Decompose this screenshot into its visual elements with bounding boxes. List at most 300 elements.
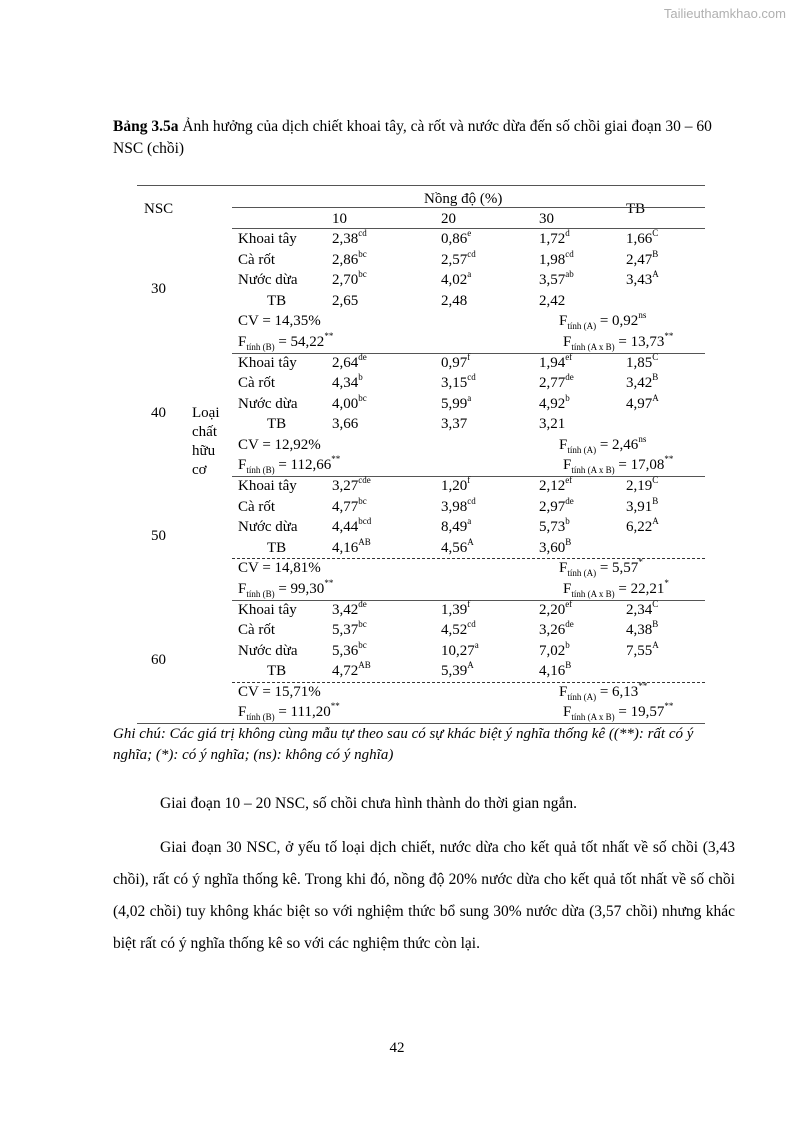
- cell-value: 4,16: [332, 539, 359, 556]
- f-value: = 54,22: [274, 333, 325, 350]
- caption-label: Bảng 3.5a: [113, 118, 179, 135]
- cell-tb: [626, 621, 658, 639]
- f-prefix: F: [559, 436, 568, 453]
- cell-30: [539, 248, 574, 269]
- cell-20: [441, 662, 474, 680]
- cell-superscript: f: [467, 475, 471, 485]
- cell-superscript: A: [652, 269, 659, 279]
- f-value: = 5,57: [596, 560, 639, 576]
- cell-value: 1,72: [539, 231, 566, 247]
- f-superscript: **: [331, 454, 341, 464]
- cell-10: [332, 271, 367, 289]
- table-note: Ghi chú: Các giá trị không cùng mẫu tự theo sau có sự khác biệt ý nghĩa thống kê ((**): rất có ý nghĩa; (*): có ý nghĩa; (ns): không có ý nghĩa): [113, 726, 694, 763]
- factor-label-line: [192, 461, 207, 479]
- cell-value: 7,02: [539, 642, 566, 659]
- cell-value: 3,98: [441, 498, 468, 515]
- f-b: [238, 577, 334, 599]
- f-value: = 2,46: [596, 436, 639, 453]
- row-label: [238, 354, 297, 372]
- cell-value: 2,77: [539, 375, 566, 391]
- cell-tb: [626, 639, 659, 660]
- f-superscript: **: [324, 577, 334, 588]
- cell-tb: [626, 248, 659, 269]
- cell-value: 3,43: [626, 272, 653, 288]
- cell-value: 2,47: [626, 251, 653, 268]
- f-value: = 111,20: [274, 704, 331, 720]
- cell-value: 1,94: [539, 354, 566, 371]
- f-subscript: tính (A x B): [571, 588, 615, 599]
- cell-superscript: cd: [467, 619, 476, 629]
- cell-superscript: bc: [358, 269, 367, 279]
- cell-20: [441, 415, 467, 433]
- cell-superscript: A: [652, 516, 659, 526]
- cell-30: [539, 415, 565, 433]
- row-label-text: Nước dừa: [238, 642, 298, 659]
- cell-superscript: cd: [467, 495, 476, 506]
- f-prefix: F: [559, 560, 568, 576]
- cell-10: [332, 477, 371, 495]
- cell-30: [539, 495, 574, 516]
- cell-superscript: A: [652, 639, 659, 650]
- cell-value: 1,85: [626, 354, 653, 371]
- cell-tb: [626, 351, 659, 372]
- cell-value: 8,49: [441, 519, 468, 535]
- f-a: [559, 312, 646, 330]
- cell-value: 4,44: [332, 519, 359, 535]
- f-prefix: F: [559, 683, 568, 700]
- table-top-rule: [137, 185, 705, 186]
- row-label-text: TB: [267, 539, 287, 556]
- cell-20: [441, 351, 471, 372]
- f-value: = 6,13: [596, 683, 639, 700]
- cv-text: CV = 12,92%: [238, 436, 321, 453]
- cell-value: 2,86: [332, 251, 359, 268]
- cell-superscript: b: [358, 372, 363, 382]
- factor-label-line: [192, 423, 217, 441]
- f-b: [238, 703, 340, 721]
- f-ab: [563, 330, 674, 352]
- f-subscript: tính (A): [567, 444, 597, 455]
- cell-20: [441, 621, 476, 639]
- cell-20: [441, 248, 476, 269]
- header-col-20: 20: [441, 211, 456, 227]
- cell-tb: [626, 495, 659, 516]
- f-subscript: tính (A x B): [571, 712, 615, 722]
- f-superscript: *: [638, 557, 643, 567]
- cell-superscript: AB: [358, 536, 371, 547]
- cell-tb: [626, 518, 659, 536]
- cell-superscript: de: [565, 372, 574, 382]
- cell-superscript: cd: [565, 248, 574, 259]
- f-b: [238, 456, 340, 474]
- cv-text: CV = 14,81%: [238, 560, 321, 576]
- cv-value: [238, 436, 321, 454]
- row-label: [267, 539, 286, 557]
- cell-30: [539, 230, 570, 248]
- f-ab: [563, 456, 673, 474]
- nsc-group-label: [151, 280, 166, 298]
- cell-20: [441, 495, 476, 516]
- cell-20: [441, 639, 479, 660]
- cell-superscript: bc: [358, 639, 367, 650]
- cell-30: [539, 518, 570, 536]
- cell-30: [539, 374, 574, 392]
- cell-superscript: de: [565, 619, 574, 629]
- nsc-group-label: [151, 404, 166, 422]
- f-prefix: F: [559, 313, 568, 329]
- row-label: [238, 230, 297, 248]
- cell-10: [332, 621, 367, 639]
- cell-value: 0,97: [441, 354, 468, 371]
- row-label: [238, 498, 275, 516]
- f-superscript: **: [664, 454, 674, 464]
- f-value: = 13,73: [614, 333, 665, 350]
- cell-tb: [626, 271, 659, 289]
- cell-value: 4,52: [441, 622, 468, 638]
- cell-value: 3,37: [441, 416, 468, 432]
- cell-value: 3,91: [626, 498, 653, 515]
- cell-value: 5,36: [332, 642, 359, 659]
- cell-10: [332, 248, 367, 269]
- row-label-text: Cà rốt: [238, 375, 276, 391]
- cell-value: 1,98: [539, 251, 566, 268]
- factor-label-line: [192, 442, 215, 460]
- paragraph-2: Giai đoạn 30 NSC, ở yếu tố loại dịch chiết, nước dừa cho kết quả tốt nhất về số chồi (3,43 chồi), rất có ý nghĩa thống kê. Trong khi đó, nồng độ 20% nước dừa cho kết quả tốt nhất về số chồi (4,02 chồi) tuy không khác biệt so với nghiệm thức bổ sung 30% nước dừa (3,57 chồi) nhưng khác biệt rất có ý nghĩa thống kê so với các nghiệm thức còn lại.: [113, 839, 735, 952]
- cell-30: [539, 392, 570, 413]
- cell-value: 2,19: [626, 478, 653, 494]
- row-label: [238, 518, 298, 536]
- f-subscript: tính (A): [567, 321, 597, 331]
- row-label-text: Cà rốt: [238, 498, 276, 515]
- f-value: = 112,66: [274, 457, 332, 473]
- cell-value: 2,12: [539, 478, 566, 494]
- f-value: = 22,21: [614, 580, 665, 597]
- cell-20: [441, 271, 471, 289]
- f-subscript: tính (A x B): [571, 465, 615, 475]
- row-label: [238, 374, 275, 392]
- cell-superscript: B: [652, 495, 659, 506]
- watermark: Tailieuthamkhao.com: [663, 6, 786, 21]
- f-b: [238, 330, 334, 352]
- cell-value: 6,22: [626, 519, 653, 535]
- cell-tb: [626, 374, 658, 392]
- f-subscript: tính (A): [567, 691, 597, 702]
- cell-superscript: C: [652, 598, 659, 609]
- cell-superscript: B: [652, 248, 659, 259]
- row-label-text: TB: [267, 663, 287, 679]
- cell-tb: [626, 392, 659, 413]
- f-value: = 19,57: [614, 704, 665, 720]
- cell-superscript: cd: [467, 372, 476, 382]
- cell-10: [332, 639, 367, 660]
- cell-superscript: bc: [358, 392, 367, 403]
- cell-tb: [626, 230, 658, 248]
- cell-superscript: C: [652, 475, 659, 485]
- cell-value: 0,86: [441, 231, 468, 247]
- f-ab: [563, 577, 669, 599]
- cell-value: 2,65: [332, 292, 359, 309]
- cell-value: 3,66: [332, 416, 359, 432]
- f-a: [559, 433, 647, 455]
- cell-superscript: ab: [565, 269, 574, 279]
- cell-superscript: cd: [467, 248, 476, 259]
- f-prefix: F: [238, 580, 247, 597]
- cell-30: [539, 621, 574, 639]
- cell-value: 4,72: [332, 663, 359, 679]
- cell-superscript: bc: [358, 248, 367, 259]
- f-superscript: **: [638, 680, 648, 691]
- caption-text: Ảnh hưởng của dịch chiết khoai tây, cà rốt và nước dừa đến số chồi giai đoạn 30 – 60 NSC (chồi): [113, 118, 712, 157]
- cell-value: 7,55: [626, 642, 653, 659]
- nsc-group-label: [151, 651, 166, 669]
- f-value: = 17,08: [614, 457, 665, 473]
- cell-10: [332, 598, 367, 619]
- paragraph-1: Giai đoạn 10 – 20 NSC, số chồi chưa hình thành do thời gian ngắn.: [160, 795, 577, 812]
- cell-10: [332, 415, 358, 433]
- nsc-value: 50: [151, 528, 166, 544]
- row-label-text: Cà rốt: [238, 251, 276, 268]
- cell-superscript: bcd: [358, 516, 372, 526]
- cell-superscript: cd: [358, 228, 367, 238]
- cell-value: 2,97: [539, 498, 566, 515]
- cell-superscript: B: [565, 660, 572, 670]
- row-label: [267, 662, 286, 680]
- page-number: 42: [389, 1040, 405, 1056]
- f-value: = 0,92: [596, 313, 639, 329]
- cell-superscript: b: [565, 516, 570, 526]
- cell-superscript: B: [652, 619, 659, 629]
- f-prefix: F: [563, 704, 572, 720]
- cell-value: 3,42: [626, 375, 653, 391]
- f-a: [559, 680, 648, 702]
- f-subscript: tính (A x B): [571, 341, 615, 352]
- factor-label-line: [192, 404, 220, 422]
- factor-label-text: Loại: [192, 405, 220, 421]
- cell-superscript: cde: [358, 475, 371, 485]
- factor-label-text: chất: [192, 424, 217, 440]
- cell-value: 4,34: [332, 375, 359, 391]
- cell-superscript: bc: [358, 495, 367, 506]
- row-label-text: Cà rốt: [238, 622, 276, 638]
- f-subscript: tính (B): [246, 465, 275, 475]
- row-label: [238, 601, 297, 619]
- cell-value: 4,77: [332, 498, 359, 515]
- cell-superscript: de: [565, 495, 574, 506]
- cell-value: 4,38: [626, 622, 653, 638]
- row-label: [267, 292, 286, 310]
- cell-value: 3,21: [539, 416, 566, 432]
- row-label-text: Khoai tây: [238, 354, 297, 371]
- f-prefix: F: [563, 457, 572, 473]
- cell-superscript: d: [565, 228, 570, 238]
- cell-value: 3,27: [332, 478, 359, 494]
- cell-superscript: f: [467, 351, 471, 362]
- row-label-text: TB: [267, 292, 287, 309]
- nsc-value: 30: [151, 281, 166, 297]
- cv-value: [238, 312, 321, 330]
- cell-30: [539, 536, 572, 557]
- cv-value: [238, 559, 321, 577]
- cell-value: 4,00: [332, 395, 359, 412]
- cell-value: 1,66: [626, 231, 653, 247]
- cell-10: [332, 292, 358, 310]
- row-label: [238, 271, 298, 289]
- cell-20: [441, 598, 471, 619]
- f-prefix: F: [238, 457, 247, 473]
- cell-superscript: a: [474, 639, 479, 650]
- row-label: [238, 642, 298, 660]
- cell-value: 2,70: [332, 272, 359, 288]
- row-label-text: Nước dừa: [238, 395, 298, 412]
- cell-superscript: ef: [565, 351, 573, 362]
- cell-value: 4,97: [626, 395, 653, 412]
- cell-value: 1,20: [441, 478, 468, 494]
- cell-30: [539, 292, 565, 310]
- header-col-30: 30: [539, 211, 554, 227]
- f-subscript: tính (B): [246, 588, 275, 599]
- cell-value: 3,26: [539, 622, 566, 638]
- f-subscript: tính (A): [567, 568, 597, 578]
- cell-value: 10,27: [441, 642, 475, 659]
- cell-superscript: b: [565, 639, 570, 650]
- cell-tb: [626, 477, 658, 495]
- cell-10: [332, 230, 367, 248]
- row-label: [238, 395, 298, 413]
- cell-superscript: b: [565, 392, 570, 403]
- cell-20: [441, 374, 476, 392]
- row-label: [238, 621, 275, 639]
- header-sub-rule: [232, 207, 705, 208]
- cell-30: [539, 477, 572, 495]
- cell-superscript: de: [358, 598, 367, 609]
- cell-superscript: ef: [565, 598, 573, 609]
- cell-value: 5,37: [332, 622, 359, 638]
- f-superscript: *: [664, 577, 669, 588]
- cell-value: 2,34: [626, 601, 653, 618]
- cell-superscript: B: [652, 372, 659, 382]
- cell-10: [332, 536, 371, 557]
- f-a: [559, 559, 643, 577]
- cv-text: CV = 15,71%: [238, 683, 321, 700]
- factor-label-text: cơ: [192, 462, 207, 478]
- cell-value: 3,57: [539, 272, 566, 288]
- f-subscript: tính (B): [246, 712, 275, 722]
- cell-superscript: B: [565, 536, 572, 547]
- f-superscript: ns: [638, 310, 647, 320]
- cell-20: [441, 477, 470, 495]
- cell-superscript: a: [467, 392, 472, 403]
- cell-superscript: e: [467, 228, 472, 238]
- cell-value: 1,39: [441, 601, 468, 618]
- cell-10: [332, 392, 367, 413]
- cell-value: 4,56: [441, 539, 468, 556]
- f-prefix: F: [563, 580, 572, 597]
- cell-30: [539, 598, 573, 619]
- cell-value: 3,60: [539, 539, 566, 556]
- cell-30: [539, 662, 571, 680]
- cell-10: [332, 662, 371, 680]
- cell-value: 4,16: [539, 663, 566, 679]
- f-superscript: **: [324, 330, 334, 341]
- header-col-10: 10: [332, 211, 347, 227]
- row-label: [267, 415, 286, 433]
- f-prefix: F: [238, 333, 247, 350]
- f-prefix: F: [563, 333, 572, 350]
- cell-superscript: a: [467, 269, 472, 279]
- row-label-text: Khoai tây: [238, 478, 297, 494]
- row-label-text: Khoai tây: [238, 601, 297, 618]
- cell-superscript: bc: [358, 619, 367, 629]
- cell-superscript: C: [652, 228, 659, 238]
- cell-value: 3,15: [441, 375, 468, 391]
- row-label: [238, 477, 297, 495]
- f-subscript: tính (B): [246, 341, 275, 352]
- f-superscript: **: [330, 701, 340, 711]
- cell-value: 2,42: [539, 292, 566, 309]
- cell-value: 2,48: [441, 292, 468, 309]
- f-value: = 99,30: [274, 580, 325, 597]
- f-superscript: ns: [638, 433, 647, 444]
- header-nsc: NSC: [144, 201, 174, 217]
- cell-value: 2,64: [332, 354, 359, 371]
- f-superscript: **: [664, 701, 674, 711]
- cell-20: [441, 518, 471, 536]
- cell-value: 2,38: [332, 231, 359, 247]
- cell-value: 2,57: [441, 251, 468, 268]
- cell-superscript: a: [467, 516, 472, 526]
- cell-value: 5,73: [539, 519, 566, 535]
- cell-superscript: f: [467, 598, 471, 609]
- cell-superscript: A: [652, 392, 659, 403]
- cell-10: [332, 518, 371, 536]
- row-label-text: Nước dừa: [238, 272, 298, 288]
- cell-superscript: A: [467, 536, 474, 547]
- f-superscript: **: [664, 330, 674, 341]
- cell-10: [332, 495, 367, 516]
- row-label-text: Khoai tây: [238, 231, 297, 247]
- cell-30: [539, 271, 574, 289]
- nsc-group-label: [151, 527, 166, 545]
- cell-superscript: C: [652, 351, 659, 362]
- cell-value: 3,42: [332, 601, 359, 618]
- cv-text: CV = 14,35%: [238, 313, 321, 329]
- header-tb: TB: [626, 201, 646, 217]
- header-concentration: Nồng độ (%): [424, 191, 503, 207]
- cell-20: [441, 536, 474, 557]
- nsc-value: 40: [151, 404, 166, 421]
- cell-value: 2,20: [539, 601, 566, 618]
- cell-value: 5,99: [441, 395, 468, 412]
- f-prefix: F: [238, 704, 247, 720]
- cv-value: [238, 683, 321, 701]
- cell-30: [539, 639, 570, 660]
- cell-10: [332, 374, 363, 392]
- row-label: [238, 251, 275, 269]
- cell-superscript: A: [467, 660, 474, 670]
- cell-superscript: de: [358, 351, 367, 362]
- cell-tb: [626, 598, 659, 619]
- cell-value: 4,92: [539, 395, 566, 412]
- cell-20: [441, 230, 471, 248]
- cell-20: [441, 292, 467, 310]
- row-label-text: TB: [267, 416, 287, 432]
- cell-superscript: ef: [565, 475, 573, 485]
- f-ab: [563, 703, 673, 721]
- cell-superscript: AB: [358, 660, 371, 670]
- cell-value: 4,02: [441, 272, 468, 288]
- cell-10: [332, 351, 367, 372]
- cell-value: 5,39: [441, 663, 468, 679]
